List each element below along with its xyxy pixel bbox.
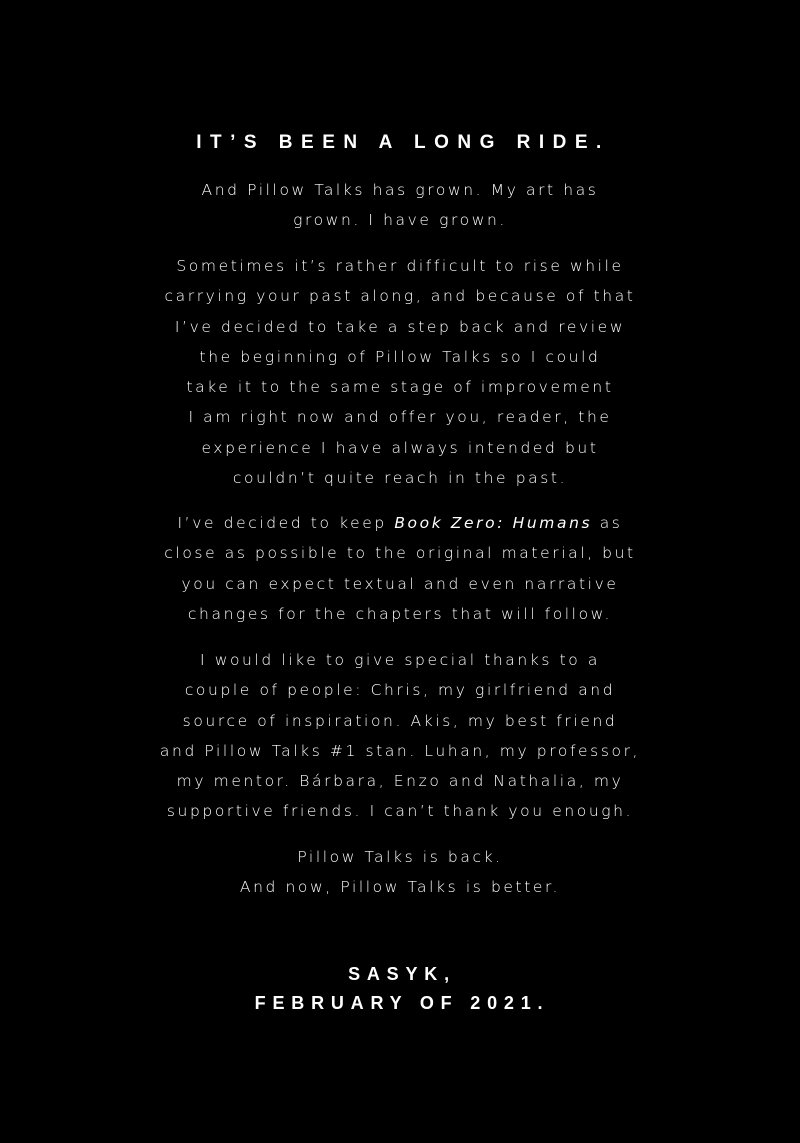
signature <box>0 960 800 1018</box>
text-line: Pillow Talks is back. <box>297 848 503 866</box>
paragraph-growth <box>0 175 800 236</box>
paragraph-book-zero <box>0 508 800 629</box>
text-line: couple of people: Chris, my girlfriend and <box>184 681 616 700</box>
text-line: and Pillow Talks #1 stan. Luhan, my professor, <box>159 741 641 760</box>
page-title: IT’S BEEN A LONG RIDE. <box>196 132 610 153</box>
text-line: I’ve decided to take a step back and review <box>174 317 626 336</box>
text-line <box>0 508 800 538</box>
text-segment: as <box>592 514 623 532</box>
text-line: And now, Pillow Talks is better. <box>239 878 561 897</box>
text-line: take it to the same stage of improvement <box>186 378 614 397</box>
text-line: my mentor. Bárbara, Enzo and Nathalia, my <box>176 772 624 791</box>
text-segment: I’ve decided to keep <box>177 514 395 532</box>
text-line: grown. I have grown. <box>293 211 507 230</box>
text-line: I would like to give special thanks to a <box>200 651 600 669</box>
text-line: changes for the chapters that will follow. <box>187 604 613 623</box>
text-line: you can expect textual and even narrative <box>181 574 619 593</box>
text-line: source of inspiration. Akis, my best friend <box>182 711 618 730</box>
signature-name: SASYK, <box>348 964 456 984</box>
text-line: supportive friends. I can’t thank you enough. <box>166 802 634 821</box>
book-title: Book Zero: Humans <box>394 514 593 532</box>
paragraph-thanks <box>0 645 800 827</box>
text-line: experience I have always intended but <box>201 438 599 457</box>
text-line: Sometimes it’s rather difficult to rise while <box>176 257 624 275</box>
text-line: the beginning of Pillow Talks so I could <box>199 347 601 366</box>
text-line: couldn’t quite reach in the past. <box>232 469 568 488</box>
text-line: And Pillow Talks has grown. My art has <box>201 181 599 199</box>
text-line: I am right now and offer you, reader, the <box>188 408 612 427</box>
text-line: carrying your past along, and because of that <box>164 287 636 306</box>
signature-date: FEBRUARY OF 2021. <box>254 993 550 1013</box>
paragraph-review <box>0 251 800 493</box>
paragraph-closing <box>0 842 800 903</box>
text-line: close as possible to the original material, but <box>164 544 636 563</box>
